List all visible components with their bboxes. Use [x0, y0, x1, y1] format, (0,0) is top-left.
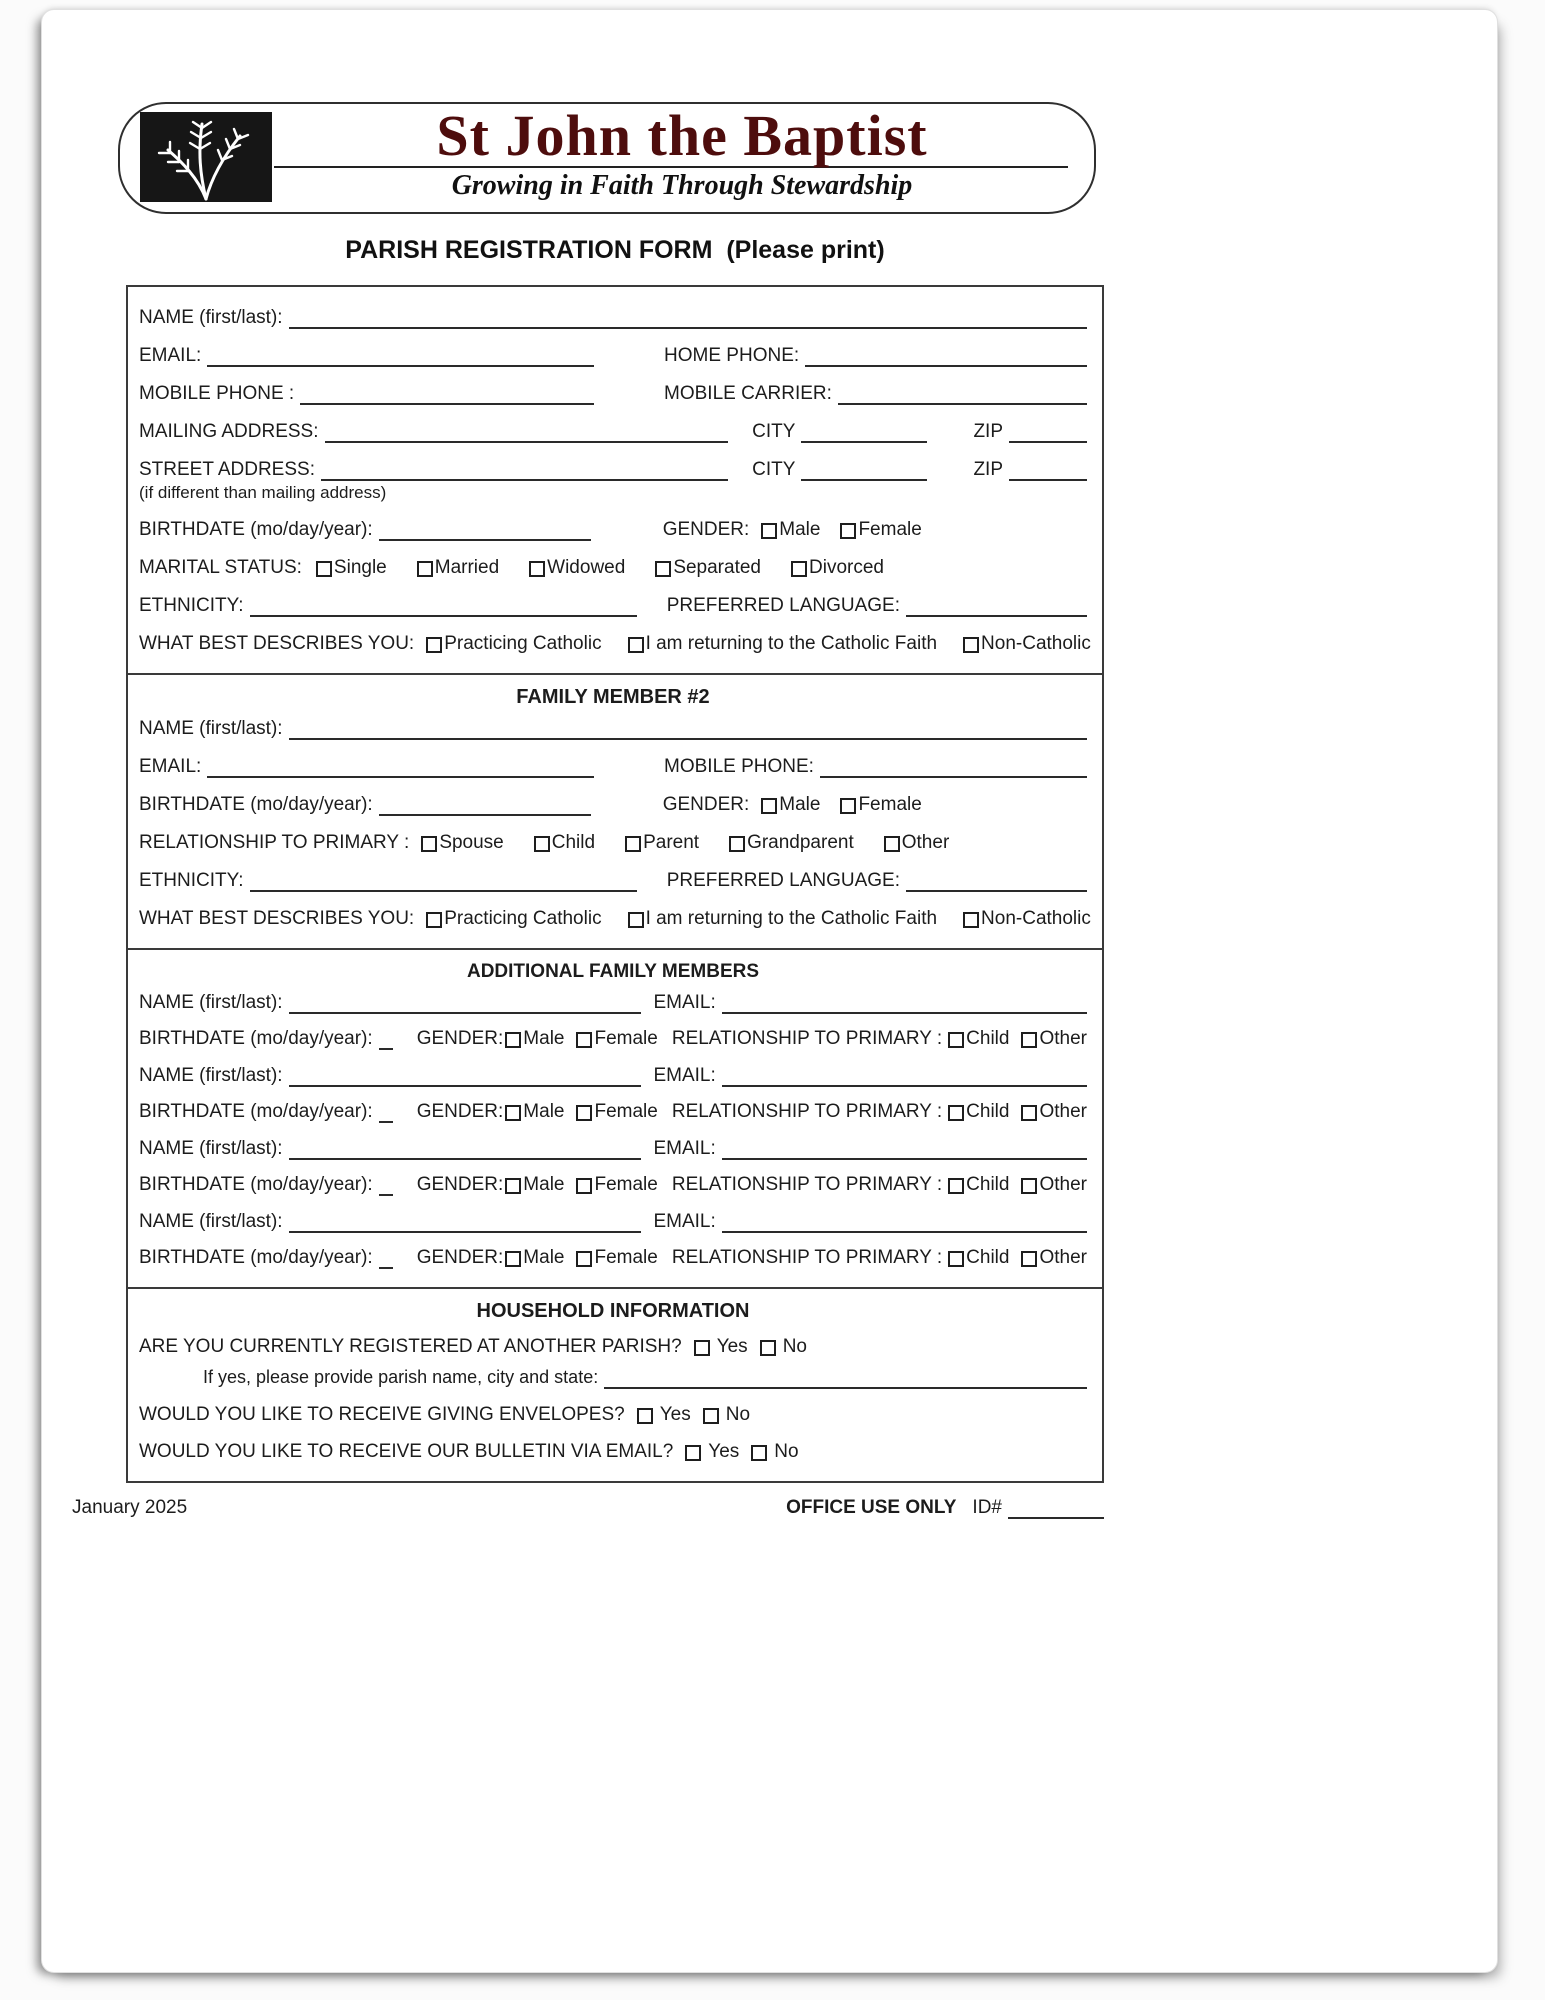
bulletin-yes-label: Yes: [708, 1441, 740, 1462]
street-city-label: CITY: [752, 459, 796, 480]
member2-describes-label: WHAT BEST DESCRIBES YOU:: [139, 908, 415, 929]
additional-birthdate-line[interactable]: [379, 1107, 393, 1123]
additional-name-line[interactable]: [289, 1071, 642, 1087]
street-zip-line[interactable]: [1009, 465, 1087, 481]
additional-birthdate-label: BIRTHDATE (mo/day/year):: [139, 1028, 373, 1049]
marital-status-label: MARITAL STATUS:: [139, 557, 302, 578]
additional-gender-female-label: Female: [594, 1028, 658, 1049]
additional-name-line[interactable]: [289, 998, 642, 1014]
primary-gender-label: GENDER:: [662, 519, 750, 540]
member2-rel-other-label: Other: [901, 832, 950, 853]
marital-divorced-checkbox[interactable]: [791, 561, 807, 577]
parish-header-banner: [118, 102, 1096, 214]
mailing-address-label: MAILING ADDRESS:: [139, 421, 319, 442]
family-member-2-heading: FAMILY MEMBER #2: [516, 686, 710, 708]
member2-email-label: EMAIL:: [139, 756, 202, 777]
section-primary-member: [128, 287, 1102, 673]
primary-non-catholic-label: Non-Catholic: [981, 633, 1091, 654]
additional-rel-child-checkbox[interactable]: [948, 1032, 964, 1048]
marital-widowed-label: Widowed: [547, 557, 626, 578]
street-address-note: (if different than mailing address): [139, 483, 387, 502]
additional-birthdate-line[interactable]: [379, 1034, 393, 1050]
member2-gender-label: GENDER:: [662, 794, 750, 815]
additional-rel-other-checkbox[interactable]: [1021, 1178, 1037, 1194]
member2-rel-child-label: Child: [551, 832, 596, 853]
additional-relationship-label: RELATIONSHIP TO PRIMARY :: [671, 1101, 943, 1122]
additional-gender-female-label: Female: [594, 1247, 658, 1268]
additional-gender-female-label: Female: [594, 1101, 658, 1122]
bulletin-no-checkbox[interactable]: [751, 1445, 767, 1461]
registered-no-checkbox[interactable]: [760, 1340, 776, 1356]
member2-rel-other-checkbox[interactable]: [884, 836, 900, 852]
additional-email-label: EMAIL:: [653, 1065, 716, 1086]
primary-mobile-phone-line[interactable]: [300, 389, 594, 405]
primary-ethnicity-label: ETHNICITY:: [139, 595, 244, 616]
additional-rel-child-checkbox[interactable]: [948, 1105, 964, 1121]
primary-non-catholic-checkbox[interactable]: [963, 637, 979, 653]
registered-followup-line[interactable]: [604, 1373, 1087, 1389]
household-information-heading: HOUSEHOLD INFORMATION: [476, 1300, 750, 1322]
additional-birthdate-line[interactable]: [379, 1180, 393, 1196]
primary-mobile-phone-label: MOBILE PHONE :: [139, 383, 295, 404]
member2-birthdate-line[interactable]: [379, 800, 591, 816]
primary-name-label: NAME (first/last):: [139, 307, 283, 328]
additional-birthdate-label: BIRTHDATE (mo/day/year):: [139, 1247, 373, 1268]
additional-gender-female-checkbox[interactable]: [576, 1105, 592, 1121]
primary-gender-male-label: Male: [779, 519, 821, 540]
additional-birthdate-label: BIRTHDATE (mo/day/year):: [139, 1101, 373, 1122]
envelopes-no-label: No: [725, 1404, 751, 1425]
member2-practicing-catholic-checkbox[interactable]: [426, 912, 442, 928]
member2-rel-spouse-label: Spouse: [439, 832, 504, 853]
additional-email-label: EMAIL:: [653, 1138, 716, 1159]
additional-member-block: [139, 1064, 1087, 1123]
marital-married-label: Married: [434, 557, 500, 578]
primary-practicing-catholic-checkbox[interactable]: [426, 637, 442, 653]
member2-practicing-catholic-label: Practicing Catholic: [444, 908, 602, 929]
bulletin-question-label: WOULD YOU LIKE TO RECEIVE OUR BULLETIN VIA EMAIL?: [139, 1441, 674, 1462]
member2-name-label: NAME (first/last):: [139, 718, 283, 739]
additional-gender-female-checkbox[interactable]: [576, 1032, 592, 1048]
primary-name-line[interactable]: [289, 313, 1087, 329]
additional-rel-child-checkbox[interactable]: [948, 1251, 964, 1267]
member2-non-catholic-label: Non-Catholic: [981, 908, 1091, 929]
registered-no-label: No: [782, 1336, 807, 1357]
additional-member-block: [139, 1210, 1087, 1269]
primary-email-line[interactable]: [207, 351, 594, 367]
additional-rel-child-label: Child: [966, 1174, 1010, 1195]
church-tagline: Growing in Faith Through Stewardship: [451, 170, 913, 201]
primary-language-line[interactable]: [906, 601, 1087, 617]
additional-gender-male-label: Male: [523, 1028, 565, 1049]
primary-returning-faith-label: I am returning to the Catholic Faith: [645, 633, 938, 654]
primary-ethnicity-line[interactable]: [250, 601, 637, 617]
member2-mobile-phone-label: MOBILE PHONE:: [664, 756, 814, 777]
marital-single-checkbox[interactable]: [316, 561, 332, 577]
additional-gender-label: GENDER:: [416, 1028, 504, 1049]
additional-gender-male-checkbox[interactable]: [505, 1032, 521, 1048]
member2-non-catholic-checkbox[interactable]: [963, 912, 979, 928]
member2-name-line[interactable]: [289, 724, 1087, 740]
primary-practicing-catholic-label: Practicing Catholic: [444, 633, 602, 654]
additional-email-line[interactable]: [722, 1144, 1087, 1160]
member2-mobile-phone-line[interactable]: [820, 762, 1087, 778]
additional-relationship-label: RELATIONSHIP TO PRIMARY :: [671, 1174, 943, 1195]
additional-birthdate-label: BIRTHDATE (mo/day/year):: [139, 1174, 373, 1195]
additional-family-members-heading: ADDITIONAL FAMILY MEMBERS: [466, 961, 760, 982]
member2-language-line[interactable]: [906, 876, 1087, 892]
additional-gender-male-checkbox[interactable]: [505, 1105, 521, 1121]
mailing-city-label: CITY: [752, 421, 796, 442]
additional-member-block: [139, 1137, 1087, 1196]
primary-language-label: PREFERRED LANGUAGE:: [666, 595, 901, 616]
additional-gender-label: GENDER:: [416, 1247, 504, 1268]
additional-rel-other-checkbox[interactable]: [1021, 1251, 1037, 1267]
section-additional-family-members: [128, 948, 1102, 1287]
member2-relationship-label: RELATIONSHIP TO PRIMARY :: [139, 832, 410, 853]
id-number-line[interactable]: [1008, 1503, 1104, 1519]
mailing-zip-label: ZIP: [973, 421, 1003, 442]
additional-gender-female-checkbox[interactable]: [576, 1251, 592, 1267]
additional-email-label: EMAIL:: [653, 1211, 716, 1232]
additional-email-label: EMAIL:: [653, 992, 716, 1013]
member2-rel-parent-label: Parent: [643, 832, 700, 853]
additional-rel-other-label: Other: [1039, 1028, 1087, 1049]
additional-gender-male-checkbox[interactable]: [505, 1251, 521, 1267]
member2-returning-faith-checkbox[interactable]: [628, 912, 644, 928]
member2-gender-male-label: Male: [779, 794, 821, 815]
primary-gender-male-checkbox[interactable]: [761, 523, 777, 539]
additional-gender-female-checkbox[interactable]: [576, 1178, 592, 1194]
member2-gender-male-checkbox[interactable]: [761, 798, 777, 814]
bulletin-yes-checkbox[interactable]: [685, 1445, 701, 1461]
member2-language-label: PREFERRED LANGUAGE:: [666, 870, 901, 891]
marital-divorced-label: Divorced: [809, 557, 884, 578]
additional-rel-other-checkbox[interactable]: [1021, 1032, 1037, 1048]
additional-name-label: NAME (first/last):: [139, 1065, 283, 1086]
additional-rel-child-label: Child: [966, 1101, 1010, 1122]
additional-rel-other-checkbox[interactable]: [1021, 1105, 1037, 1121]
additional-name-label: NAME (first/last):: [139, 992, 283, 1013]
form-title: PARISH REGISTRATION FORM (Please print): [345, 236, 885, 264]
section-family-member-2: [128, 673, 1102, 948]
primary-home-phone-label: HOME PHONE:: [664, 345, 800, 366]
street-zip-label: ZIP: [973, 459, 1003, 480]
additional-rel-other-label: Other: [1039, 1101, 1087, 1122]
additional-rel-child-checkbox[interactable]: [948, 1178, 964, 1194]
mailing-zip-line[interactable]: [1009, 427, 1087, 443]
member2-ethnicity-label: ETHNICITY:: [139, 870, 244, 891]
page-footer: [72, 1497, 1104, 1519]
additional-rel-child-label: Child: [966, 1028, 1010, 1049]
primary-birthdate-label: BIRTHDATE (mo/day/year):: [139, 519, 373, 540]
wheat-sheaf-logo-icon: [140, 112, 272, 202]
additional-gender-male-label: Male: [523, 1101, 565, 1122]
marital-widowed-checkbox[interactable]: [529, 561, 545, 577]
registered-question-label: ARE YOU CURRENTLY REGISTERED AT ANOTHER PARISH?: [139, 1336, 682, 1357]
additional-birthdate-line[interactable]: [379, 1253, 393, 1269]
member2-email-line[interactable]: [207, 762, 594, 778]
additional-gender-label: GENDER:: [416, 1174, 504, 1195]
member2-rel-grandparent-checkbox[interactable]: [729, 836, 745, 852]
member2-birthdate-label: BIRTHDATE (mo/day/year):: [139, 794, 373, 815]
additional-email-line[interactable]: [722, 1217, 1087, 1233]
member2-rel-child-checkbox[interactable]: [534, 836, 550, 852]
additional-rel-other-label: Other: [1039, 1247, 1087, 1268]
scanned-page: [42, 10, 1497, 1972]
additional-rel-other-label: Other: [1039, 1174, 1087, 1195]
member2-returning-faith-label: I am returning to the Catholic Faith: [645, 908, 938, 929]
additional-gender-female-label: Female: [594, 1174, 658, 1195]
envelopes-question-label: WOULD YOU LIKE TO RECEIVE GIVING ENVELOPES?: [139, 1404, 625, 1425]
member2-gender-female-checkbox[interactable]: [840, 798, 856, 814]
street-address-line[interactable]: [321, 465, 728, 481]
marital-married-checkbox[interactable]: [417, 561, 433, 577]
additional-member-block: [139, 991, 1087, 1050]
primary-mobile-carrier-label: MOBILE CARRIER:: [664, 383, 832, 404]
additional-gender-label: GENDER:: [416, 1101, 504, 1122]
additional-name-line[interactable]: [289, 1144, 642, 1160]
envelopes-no-checkbox[interactable]: [703, 1408, 719, 1424]
primary-email-label: EMAIL:: [139, 345, 202, 366]
primary-gender-female-label: Female: [858, 519, 922, 540]
additional-name-label: NAME (first/last):: [139, 1138, 283, 1159]
primary-gender-female-checkbox[interactable]: [840, 523, 856, 539]
marital-single-label: Single: [333, 557, 387, 578]
street-address-label: STREET ADDRESS:: [139, 459, 315, 480]
member2-gender-female-label: Female: [858, 794, 922, 815]
street-city-line[interactable]: [801, 465, 927, 481]
additional-relationship-label: RELATIONSHIP TO PRIMARY :: [671, 1028, 943, 1049]
marital-separated-checkbox[interactable]: [655, 561, 671, 577]
id-number-label: ID#: [972, 1497, 1002, 1518]
envelopes-yes-checkbox[interactable]: [637, 1408, 653, 1424]
primary-mobile-carrier-line[interactable]: [838, 389, 1087, 405]
marital-separated-label: Separated: [673, 557, 761, 578]
member2-rel-parent-checkbox[interactable]: [625, 836, 641, 852]
registration-form-box: [126, 285, 1104, 1483]
section-household-information: [128, 1287, 1102, 1481]
revision-date: January 2025: [72, 1497, 188, 1518]
registered-yes-label: Yes: [716, 1336, 748, 1357]
primary-home-phone-line[interactable]: [805, 351, 1087, 367]
bulletin-no-label: No: [774, 1441, 799, 1462]
office-use-only-label: OFFICE USE ONLY: [786, 1497, 957, 1518]
primary-birthdate-line[interactable]: [379, 525, 591, 541]
registered-yes-checkbox[interactable]: [694, 1340, 710, 1356]
mailing-address-line[interactable]: [325, 427, 729, 443]
additional-email-line[interactable]: [722, 998, 1087, 1014]
additional-gender-male-label: Male: [523, 1247, 565, 1268]
member2-rel-spouse-checkbox[interactable]: [421, 836, 437, 852]
additional-gender-male-checkbox[interactable]: [505, 1178, 521, 1194]
registered-followup-label: If yes, please provide parish name, city and state:: [203, 1367, 599, 1387]
additional-gender-male-label: Male: [523, 1174, 565, 1195]
mailing-city-line[interactable]: [801, 427, 927, 443]
additional-rel-child-label: Child: [966, 1247, 1010, 1268]
church-name: St John the Baptist: [436, 103, 928, 168]
additional-email-line[interactable]: [722, 1071, 1087, 1087]
additional-relationship-label: RELATIONSHIP TO PRIMARY :: [671, 1247, 943, 1268]
member2-rel-grandparent-label: Grandparent: [747, 832, 854, 853]
member2-ethnicity-line[interactable]: [250, 876, 637, 892]
primary-returning-faith-checkbox[interactable]: [628, 637, 644, 653]
envelopes-yes-label: Yes: [659, 1404, 691, 1425]
primary-describes-label: WHAT BEST DESCRIBES YOU:: [139, 633, 415, 654]
additional-name-line[interactable]: [289, 1217, 642, 1233]
additional-name-label: NAME (first/last):: [139, 1211, 283, 1232]
